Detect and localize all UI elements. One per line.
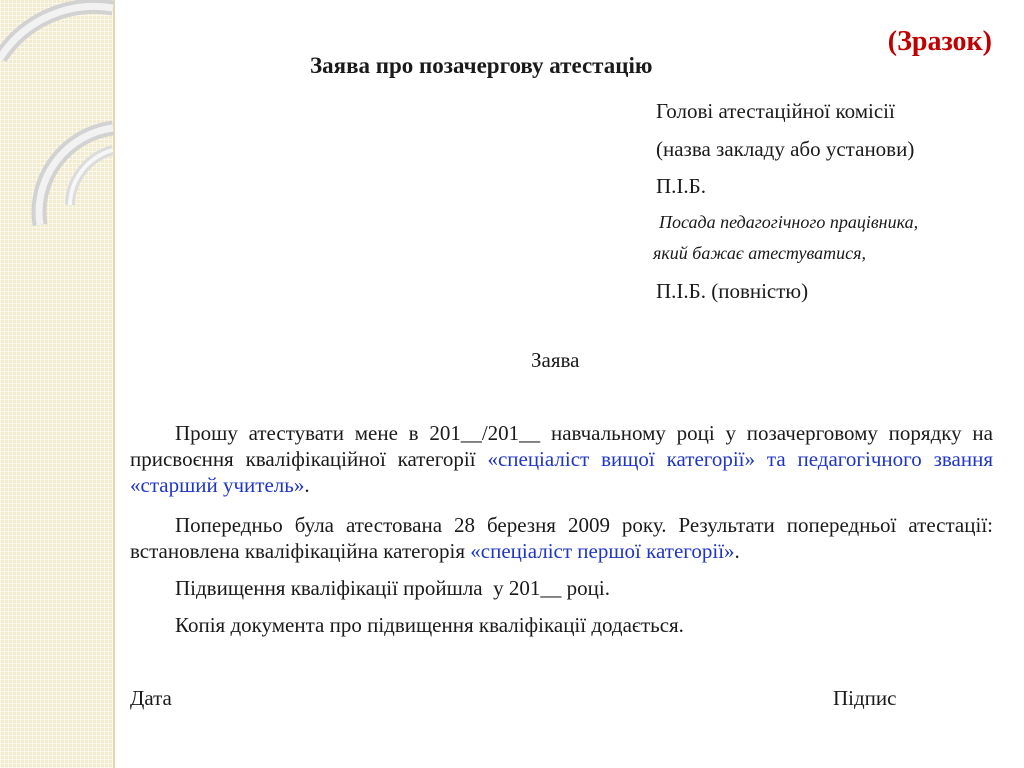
date-label: Дата [130,686,172,710]
decorative-rings [0,0,200,260]
paragraph-3: Підвищення кваліфікації пройшла у 201__ році. [175,576,610,600]
paragraph-2-end: . [734,539,740,563]
paragraph-1-highlight: «спеціаліст вищої категорії» та педагогічного звання «старший учитель» [130,447,993,497]
addressee-line-3: П.І.Б. [656,174,706,198]
document-title: Заява про позачергову атестацію [310,53,653,78]
sample-label: (Зразок) [887,26,992,57]
addressee-line-5: який бажає атестуватися, [653,243,867,263]
paragraph-1 [130,420,993,498]
addressee-line-1: Голові атестаційної комісії [656,99,895,123]
statement-heading: Заява [531,348,580,372]
addressee-line-6: П.І.Б. (повністю) [656,279,809,303]
paragraph-4: Копія документа про підвищення кваліфікації додається. [175,613,684,637]
signature-label: Підпис [833,686,897,710]
paragraph-1-end: . [304,473,310,497]
paragraph-2-highlight: «спеціаліст першої категорії» [470,539,735,563]
paragraph-2 [130,512,993,564]
paragraph-2-text: Попередньо була атестована 28 березня 2009 року. Результати попередньої атестації: встановлена кваліфікаційна категорія [130,513,993,563]
paragraph-1-text: Прошу атестувати мене в 201__/201__ навчальному році у позачерговому порядку на присвоєння кваліфікаційної категорії [130,421,993,471]
addressee-line-4: Посада педагогічного працівника, [659,212,919,232]
addressee-line-2: (назва закладу або установи) [656,137,915,161]
